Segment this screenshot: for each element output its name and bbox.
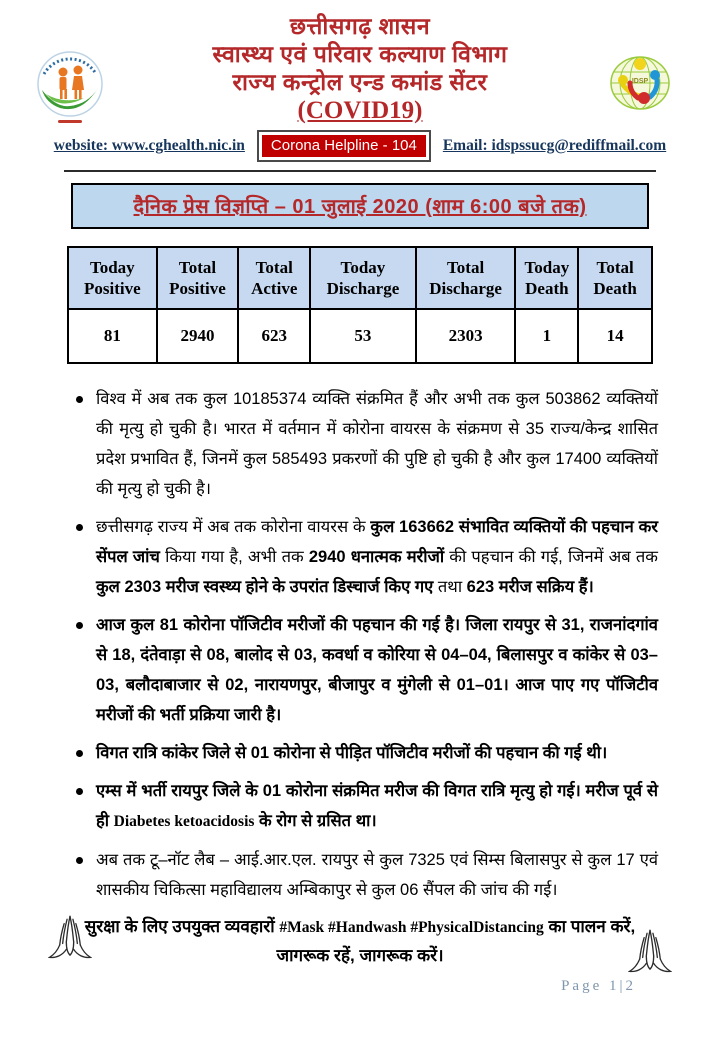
press-release-title: दैनिक प्रेस विज्ञप्ति – 01 जुलाई 2020 (शाम 6:00 बजे तक) bbox=[133, 196, 587, 218]
page-number: Page 1|2 bbox=[561, 978, 636, 994]
dept-title: स्वास्थ्य एवं परिवार कल्याण विभाग bbox=[212, 41, 508, 67]
table-value-cell: 2303 bbox=[416, 309, 516, 363]
table-header-cell: Today Positive bbox=[68, 247, 157, 309]
table-header-cell: Today Death bbox=[515, 247, 578, 309]
svg-text:IDSP: IDSP bbox=[631, 78, 649, 85]
table-value-cell: 623 bbox=[238, 309, 310, 363]
table-value-cell: 53 bbox=[310, 309, 416, 363]
contact-row bbox=[0, 130, 720, 162]
text-segment: विश्व में अब तक कुल 10185374 व्यक्ति संक्रमित हैं और अभी तक कुल 503862 व्यक्तियों की मृत्यु हो चुकी है। भारत में वर्तमान में कोरोना वायरस के संक्रमण से 35 राज्य/केन्द्र शासित प्रदेश प्रभावित हैं, जिनमें कुल 585493 प्रकरणों की पुष्टि हो चुकी है और कुल 17400 व्यक्तियों की मृत्यु हो चुकी है। bbox=[96, 390, 658, 498]
bullet-item bbox=[72, 610, 658, 730]
table-value-cell: 1 bbox=[515, 309, 578, 363]
center-title: राज्य कन्ट्रोल एन्ड कमांड सेंटर bbox=[232, 69, 488, 95]
corona-helpline-label: Corona Helpline - 104 bbox=[262, 135, 426, 157]
text-segment: अब तक टू–नॉट लैब – आई.आर.एल. रायपुर से कुल 7325 एवं सिम्स बिलासपुर से कुल 17 एवं शासकीय चिकित्सा महाविद्यालय अम्बिकापुर से कुल 06 सैंपल की जांच की गई। bbox=[96, 851, 658, 899]
text-segment: के रोग से ग्रसित था। bbox=[254, 812, 377, 830]
header-divider bbox=[64, 170, 656, 172]
text-segment: कुल 2303 मरीज स्वस्थ्य होने के उपरांत डिस्चार्ज किए गए bbox=[96, 578, 434, 596]
report-bullets bbox=[72, 384, 658, 905]
email-link[interactable]: Email: idspssucg@rediffmail.com bbox=[442, 137, 667, 154]
header bbox=[0, 12, 720, 172]
idsp-globe-logo bbox=[608, 50, 672, 114]
praying-hands-icon bbox=[48, 911, 92, 973]
nhm-health-logo bbox=[36, 50, 104, 136]
text-segment: का पालन करें, जागरूक रहें, जागरूक करें। bbox=[276, 917, 636, 965]
website-link[interactable]: website: www.cghealth.nic.in bbox=[53, 137, 245, 154]
text-segment: Diabetes ketoacidosis bbox=[113, 813, 255, 830]
corona-helpline-badge bbox=[257, 130, 431, 162]
govt-title: छत्तीसगढ़ शासन bbox=[289, 13, 431, 39]
bullet-item bbox=[72, 776, 658, 837]
safety-message bbox=[66, 913, 654, 970]
text-segment: छत्तीसगढ़ राज्य में अब तक कोरोना वायरस के bbox=[96, 518, 371, 536]
press-release-title-banner bbox=[71, 183, 649, 229]
text-segment: की पहचान की गई, जिनमें अब तक bbox=[444, 548, 658, 566]
table-header-cell: Total Discharge bbox=[416, 247, 516, 309]
covid-stats-table bbox=[67, 246, 653, 364]
table-header-cell: Total Active bbox=[238, 247, 310, 309]
bullet-item bbox=[72, 738, 658, 768]
safety-message-text bbox=[85, 917, 635, 965]
text-segment: किया गया है, अभी तक bbox=[159, 548, 309, 566]
bullet-item bbox=[72, 845, 658, 905]
table-value-cell: 2940 bbox=[157, 309, 239, 363]
table-header-cell: Total Positive bbox=[157, 247, 239, 309]
bullet-item bbox=[72, 512, 658, 602]
table-header-cell: Today Discharge bbox=[310, 247, 416, 309]
text-segment: सुरक्षा के लिए उपयुक्त व्यवहारों bbox=[84, 917, 280, 936]
stats-header-row bbox=[68, 247, 652, 309]
covid19-title: (COVID19) bbox=[297, 97, 423, 124]
text-segment: आज कुल 81 कोरोना पॉजिटीव मरीजों की पहचान की गई है। जिला रायपुर से 31, राजनांदगांव से 18, दंतेवाड़ा से 08, बालोद से 03, कवर्धा व कोरिया से 04–04, बिलासपुर व कांकेर से 03–03, बलौदाबाजार से 02, नारायणपुर, बीजापुर व मुंगेली से 01–01। आज पाए गए पॉजिटीव मरीजों की भर्ती प्रक्रिया जारी है। bbox=[96, 616, 658, 724]
text-segment: #Mask #Handwash #PhysicalDistancing bbox=[279, 919, 544, 936]
text-segment: एम्स में भर्ती रायपुर जिले के 01 कोरोना संक्रमित मरीज की विगत रात्रि मृत्यु हो गई। मरीज पूर्व से ही bbox=[96, 782, 658, 830]
stats-value-row bbox=[68, 309, 652, 363]
text-segment: 2940 धनात्मक मरीजों bbox=[308, 548, 445, 566]
table-value-cell: 14 bbox=[578, 309, 652, 363]
text-segment: तथा bbox=[433, 578, 467, 596]
praying-hands-icon bbox=[628, 925, 672, 987]
text-segment: कुल 163662 संभावित व्यक्तियों की पहचान कर सेंपल जांच bbox=[96, 518, 658, 566]
table-value-cell: 81 bbox=[68, 309, 157, 363]
text-segment: विगत रात्रि कांकेर जिले से 01 कोरोना से पीड़ित पॉजिटीव मरीजों की पहचान की गई थी। bbox=[96, 744, 608, 762]
bullet-item bbox=[72, 384, 658, 504]
table-header-cell: Total Death bbox=[578, 247, 652, 309]
text-segment: 623 मरीज सक्रिय हैं। bbox=[466, 578, 594, 596]
